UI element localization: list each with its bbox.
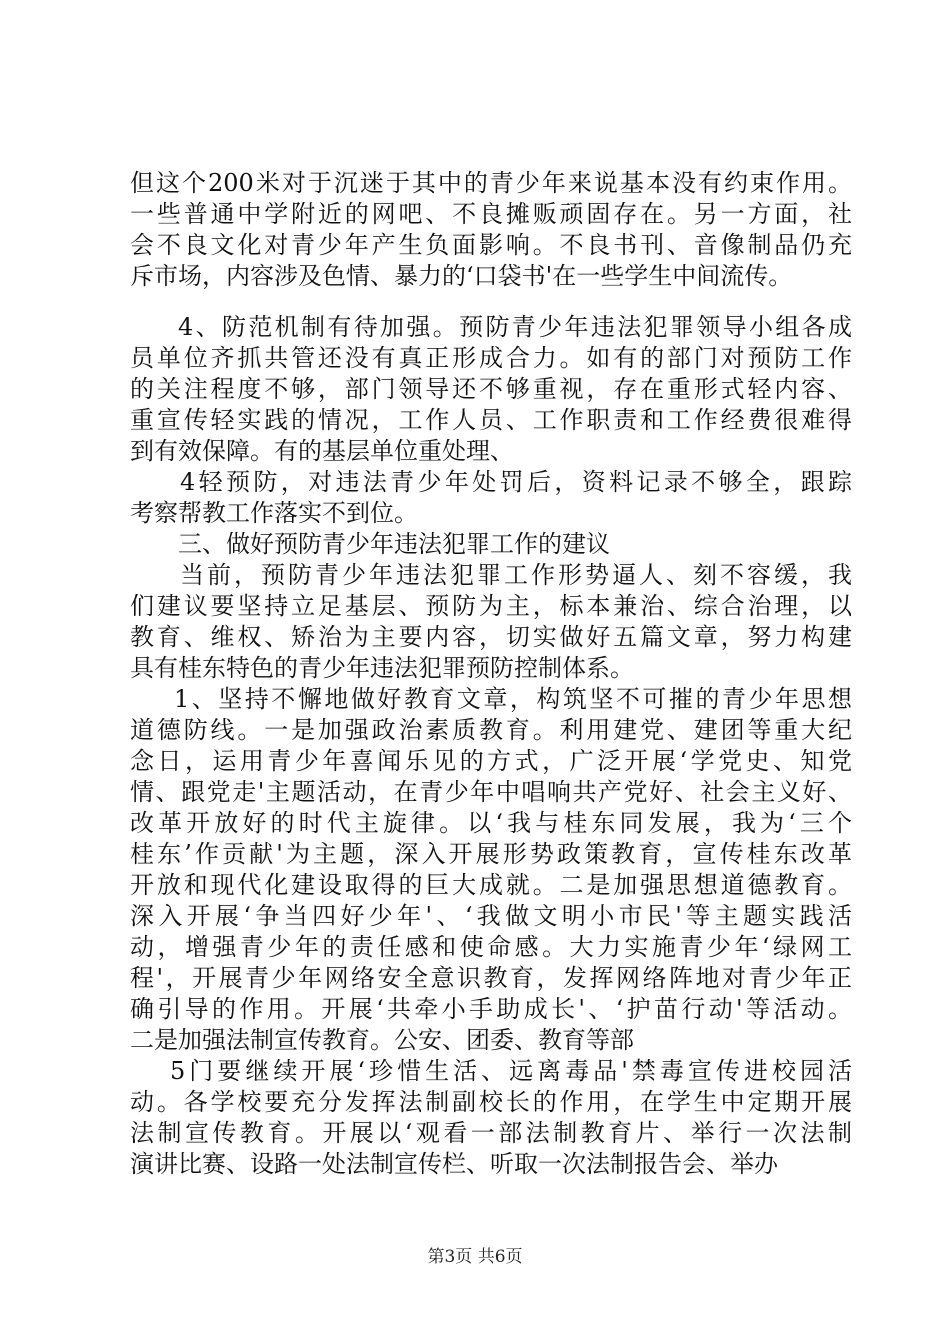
text-line: 的关注程度不够，部门领导还不够重视，存在重形式轻内容、 (130, 375, 852, 403)
text-line: 4、防范机制有待加强。预防青少年违法犯罪领导小组各成 (178, 313, 852, 341)
text-line: 深入开展‘争当四好少年'、‘我做文明小市民'等主题实践活 (130, 902, 852, 930)
text-line: 会不良文化对青少年产生负面影响。不良书刊、音像制品仍充 (130, 231, 852, 259)
text-line: 考察帮教工作落实不到位。 (130, 499, 418, 527)
text-line: 情、跟党走'主题活动，在青少年中唱响共产党好、社会主义好、 (130, 778, 852, 806)
text-line: 一些普通中学附近的网吧、不良摊贩顽固存在。另一方面，社 (130, 200, 852, 228)
text-line: 当前，预防青少年违法犯罪工作形势逼人、刻不容缓，我 (180, 561, 852, 589)
text-line: 具有桂东特色的青少年违法犯罪预防控制体系。 (130, 654, 634, 682)
paragraph (130, 168, 852, 292)
text-line: 4轻预防，对违法青少年处罚后，资料记录不够全，跟踪 (180, 468, 852, 496)
text-line: 确引导的作用。开展‘共牵小手助成长'、‘护苗行动'等活动。 (130, 995, 852, 1023)
text-line: 二是加强法制宣传教育。公安、团委、教育等部 (130, 1026, 634, 1054)
text-line: 桂东’作贡献'为主题，深入开展形势政策教育，宣传桂东改革 (130, 840, 852, 868)
text-line: 程'，开展青少年网络安全意识教育，发挥网络阵地对青少年正 (130, 964, 852, 992)
text-line: 演讲比赛、设路一处法制宣传栏、听取一次法制报告会、举办 (130, 1150, 778, 1178)
document-body (130, 168, 852, 1180)
text-line: 法制宣传教育。开展以‘观看一部法制教育片、举行一次法制 (130, 1119, 852, 1147)
page-number-footer: 第3页 共6页 (427, 1247, 523, 1267)
text-line: 开放和现代化建设取得的巨大成就。二是加强思想道德教育。 (130, 871, 852, 899)
text-line: 道德防线。一是加强政治素质教育。利用建党、建团等重大纪 (130, 716, 852, 744)
paragraph (130, 1056, 852, 1180)
paragraph (130, 560, 852, 684)
text-line: 5门要继续开展‘珍惜生活、远离毒品'禁毒宣传进校园活 (170, 1057, 852, 1085)
paragraph-gap (130, 292, 852, 312)
text-line: 念日，运用青少年喜闻乐见的方式，广泛开展‘学党史、知党 (130, 747, 852, 775)
paragraph (130, 529, 852, 560)
paragraph (130, 467, 852, 529)
text-line: 改革开放好的时代主旋律。以‘我与桂东同发展，我为‘三个 (130, 809, 852, 837)
paragraph (130, 312, 852, 467)
paragraph (130, 684, 852, 1056)
text-line: 重宣传轻实践的情况，工作人员、工作职责和工作经费很难得 (130, 406, 852, 434)
text-line: 到有效保障。有的基层单位重处理、 (130, 437, 514, 465)
text-line: 斥市场，内容涉及色情、暴力的‘口袋书'在一些学生中间流传。 (130, 262, 793, 290)
text-line: 们建议要坚持立足基层、预防为主，标本兼治、综合治理，以 (130, 592, 852, 620)
text-line: 但这个200米对于沉迷于其中的青少年来说基本没有约束作用。 (130, 169, 852, 197)
text-line: 三、做好预防青少年违法犯罪工作的建议 (178, 530, 610, 558)
text-line: 动，增强青少年的责任感和使命感。大力实施青少年‘绿网工 (130, 933, 852, 961)
text-line: 教育、维权、矫治为主要内容，切实做好五篇文章，努力构建 (130, 623, 852, 651)
text-line: 员单位齐抓共管还没有真正形成合力。如有的部门对预防工作 (130, 344, 852, 372)
text-line: 1、坚持不懈地做好教育文章，构筑坚不可摧的青少年思想 (174, 685, 852, 713)
text-line: 动。各学校要充分发挥法制副校长的作用，在学生中定期开展 (130, 1088, 852, 1116)
